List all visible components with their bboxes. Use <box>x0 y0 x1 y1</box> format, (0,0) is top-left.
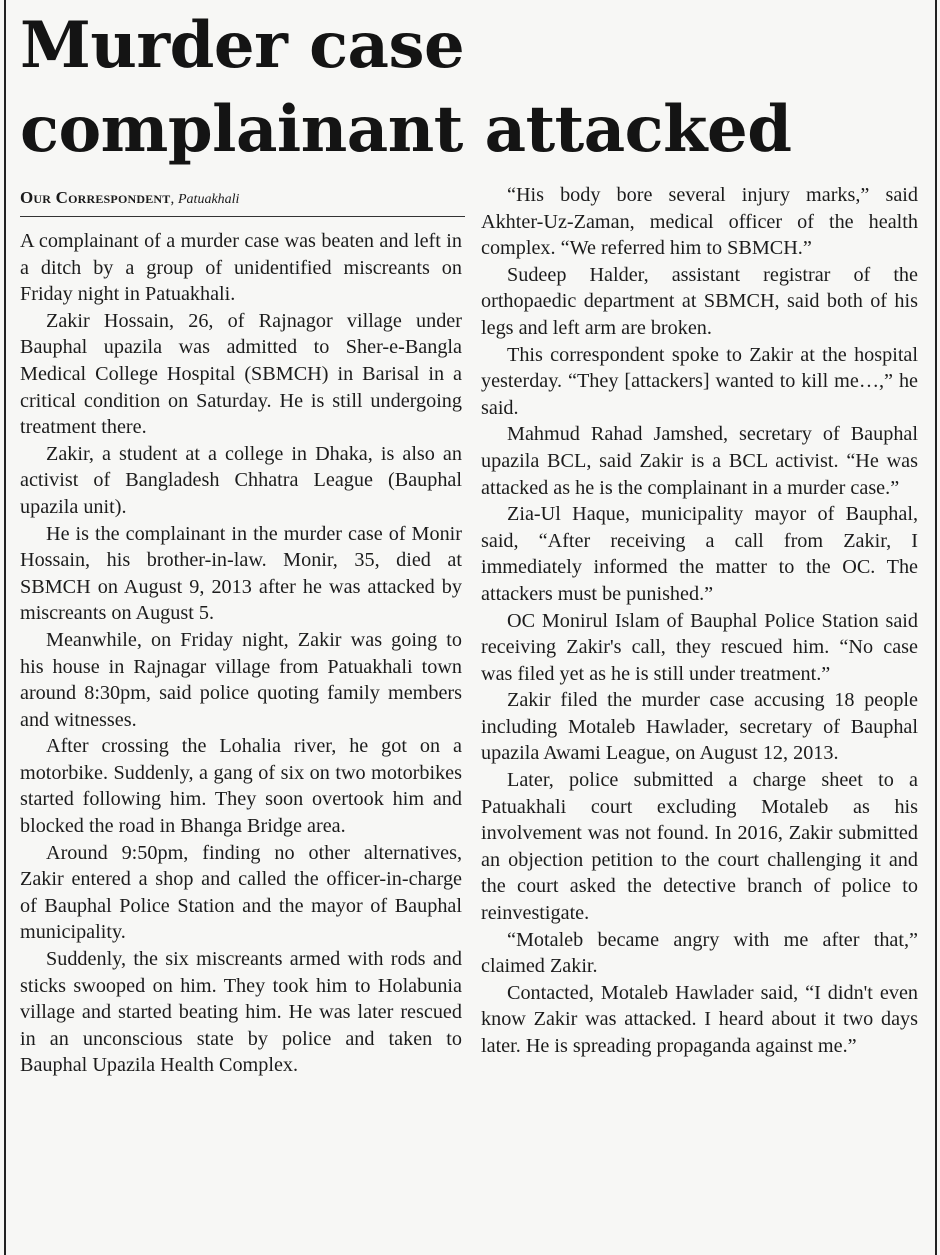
byline-name: Our Correspondent <box>20 188 171 207</box>
paragraph: Contacted, Motaleb Hawlader said, “I didn't even know Zakir was attacked. I heard about it two days later. He is spreading propaganda against me.” <box>481 981 918 1057</box>
paragraph: Zia-Ul Haque, municipality mayor of Bauphal, said, “After receiving a call from Zakir, I immediately informed the matter to the OC. The attackers must be punished.” <box>481 503 918 605</box>
paragraph: Mahmud Rahad Jamshed, secretary of Bauphal upazila BCL, said Zakir is a BCL activist. “He was attacked as he is the complainant in a murder case.” <box>481 423 918 499</box>
headline: Murder case complainant attacked <box>20 8 792 167</box>
paragraph: Sudeep Halder, assistant registrar of the orthopaedic department at SBMCH, said both of his legs and left arm are broken. <box>481 263 918 339</box>
paragraph: Later, police submitted a charge sheet to a Patuakhali court excluding Motaleb as his involvement was not found. In 2016, Zakir submitted an objection petition to the court challenging it and the court asked the detective branch of police to reinvestigate. <box>481 769 918 925</box>
paragraph: Zakir Hossain, 26, of Rajnagor village under Bauphal upazila was admitted to Sher-e-Bangla Medical College Hospital (SBMCH) in Barisal in a critical condition on Saturday. He is still undergoing treatment there. <box>20 309 462 439</box>
paragraph: Around 9:50pm, finding no other alternatives, Zakir entered a shop and called the officer-in-charge of Bauphal Police Station and the mayor of Bauphal municipality. <box>20 841 462 944</box>
paragraph: Suddenly, the six miscreants armed with rods and sticks swooped on him. They took him to Holabunia village and started beating him. He was later rescued in an unconscious state by police and taken to Bauphal Upazila Health Complex. <box>20 948 462 1077</box>
right-border-rule <box>935 0 937 1255</box>
paragraph: He is the complainant in the murder case of Monir Hossain, his brother-in-law. Monir, 35, died at SBMCH on August 9, 2013 after he was attacked by miscreants on August 5. <box>20 522 462 625</box>
paragraph: “Motaleb became angry with me after that,” claimed Zakir. <box>481 928 918 978</box>
byline <box>20 188 465 217</box>
paragraph: After crossing the Lohalia river, he got on a motorbike. Suddenly, a gang of six on two motorbikes started following him. They soon overtook him and blocked the road in Bhanga Bridge area. <box>20 735 462 838</box>
paragraph: A complainant of a murder case was beaten and left in a ditch by a group of unidentified miscreants on Friday night in Patuakhali. <box>20 230 462 306</box>
paragraph: OC Monirul Islam of Bauphal Police Station said receiving Zakir's call, they rescued him. “No case was filed yet as he is still under treatment.” <box>481 609 918 685</box>
byline-location: Patuakhali <box>178 192 240 207</box>
paragraph: This correspondent spoke to Zakir at the hospital yesterday. “They [attackers] wanted to kill me…,” he said. <box>481 343 918 419</box>
paragraph: Zakir, a student at a college in Dhaka, is also an activist of Bangladesh Chhatra League (Bauphal upazila unit). <box>20 442 462 518</box>
article-column-right <box>481 182 918 1060</box>
article-column-left <box>20 228 462 1079</box>
paragraph: “His body bore several injury marks,” said Akhter-Uz-Zaman, medical officer of the health complex. “We referred him to SBMCH.” <box>481 184 918 260</box>
paragraph: Meanwhile, on Friday night, Zakir was going to his house in Rajnagar village from Patuakhali town around 8:30pm, said police quoting family members and witnesses. <box>20 628 462 731</box>
left-border-rule <box>4 0 6 1255</box>
paragraph: Zakir filed the murder case accusing 18 people including Motaleb Hawlader, secretary of Bauphal upazila Awami League, on August 12, 2013. <box>481 689 918 765</box>
byline-separator: , <box>170 191 175 207</box>
